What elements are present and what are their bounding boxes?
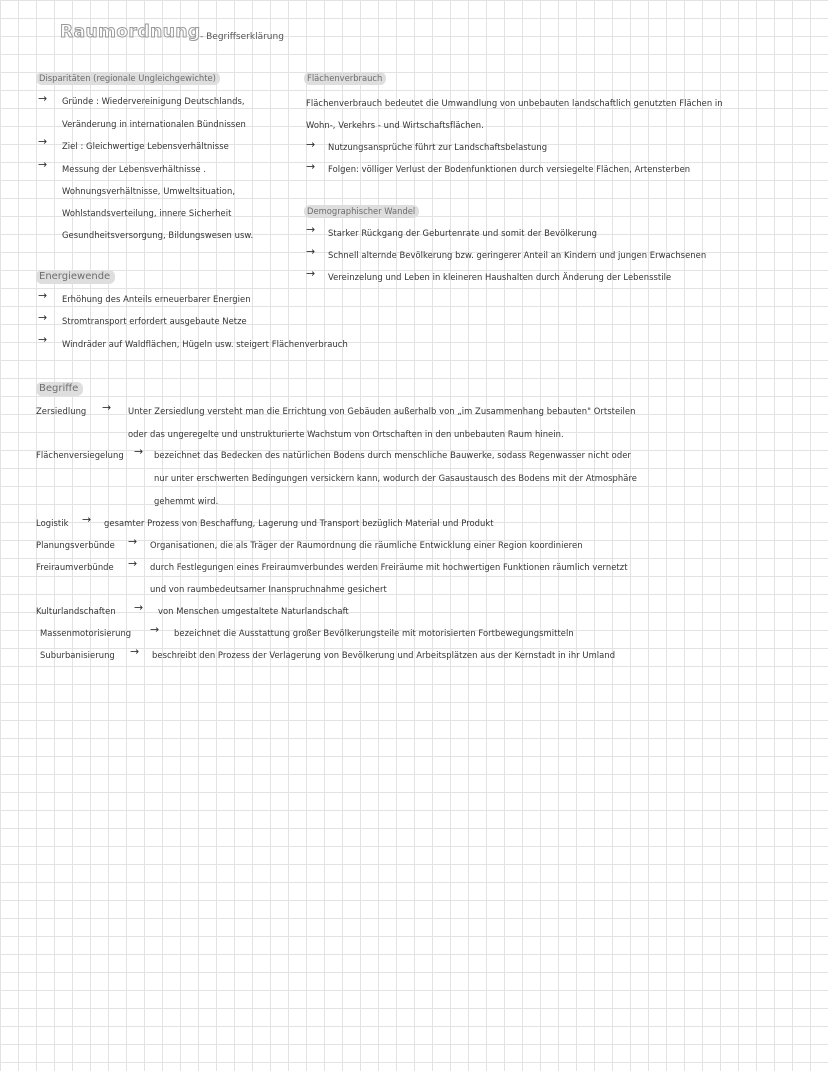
- definition-line: durch Festlegungen eines Freiraumverbundes werden Freiräume mit hochwertigen Funktionen räumlich vernetzt: [150, 562, 628, 572]
- arrow-icon: →: [128, 557, 138, 570]
- arrow-icon: →: [134, 601, 144, 614]
- term-freiraumverbuende: Freiraumverbünde: [36, 562, 114, 572]
- definition-line: Organisationen, die als Träger der Raumordnung die räumliche Entwicklung einer Region koordinieren: [150, 540, 583, 550]
- arrow-icon: →: [38, 158, 48, 171]
- disparitaeten-line: Wohnungsverhältnisse, Umweltsituation,: [62, 186, 236, 196]
- flaechenverbrauch-line: Flächenverbrauch bedeutet die Umwandlung von unbebauten landschaftlich genutzten Flächen in: [306, 98, 723, 108]
- term-kulturlandschaften: Kulturlandschaften: [36, 606, 116, 616]
- definition-line: nur unter erschwerten Bedingungen versickern kann, wodurch der Gasaustausch des Bodens mit der Atmosphäre: [154, 473, 637, 483]
- demographie-line: Vereinzelung und Leben in kleineren Haushalten durch Änderung der Lebensstile: [328, 272, 672, 282]
- demographie-line: Schnell alternde Bevölkerung bzw. geringerer Anteil an Kindern und jungen Erwachsenen: [328, 250, 707, 260]
- arrow-icon: →: [306, 267, 316, 280]
- definition-line: oder das ungeregelte und unstrukturierte Wachstum von Ortschaften in den unbebauten Raum hinein.: [128, 429, 564, 439]
- energiewende-line: Stromtransport erfordert ausgebaute Netze: [62, 316, 247, 326]
- definition-line: beschreibt den Prozess der Verlagerung von Bevölkerung und Arbeitsplätzen aus der Kernstadt in ihr Umland: [152, 650, 616, 660]
- arrow-icon: →: [38, 92, 48, 105]
- term-flaechenversiegelung: Flächenversiegelung: [36, 450, 124, 460]
- term-zersiedlung: Zersiedlung: [36, 406, 87, 416]
- flaechenverbrauch-heading: Flächenverbrauch: [304, 72, 386, 85]
- disparitaeten-line: Gesundheitsversorgung, Bildungswesen usw.: [62, 230, 254, 240]
- demographie-heading: Demographischer Wandel: [304, 205, 419, 218]
- definition-line: und von raumbedeutsamer Inanspruchnahme gesichert: [150, 584, 387, 594]
- arrow-icon: →: [134, 445, 144, 458]
- arrow-icon: →: [306, 245, 316, 258]
- arrow-icon: →: [130, 645, 140, 658]
- term-planungsverbuende: Planungsverbünde: [36, 540, 115, 550]
- demographie-line: Starker Rückgang der Geburtenrate und somit der Bevölkerung: [328, 228, 598, 238]
- definition-line: Unter Zersiedlung versteht man die Errichtung von Gebäuden außerhalb von „im Zusammenhang bebauten" Ortsteilen: [128, 406, 636, 416]
- arrow-icon: →: [128, 535, 138, 548]
- term-massenmotorisierung: Massenmotorisierung: [40, 628, 132, 638]
- energiewende-heading: Energiewende: [36, 270, 115, 284]
- arrow-icon: →: [150, 623, 160, 636]
- disparitaeten-line: Ziel : Gleichwertige Lebensverhältnisse: [62, 141, 229, 151]
- flaechenverbrauch-line: Folgen: völliger Verlust der Bodenfunktionen durch versiegelte Flächen, Artensterben: [328, 164, 691, 174]
- arrow-icon: →: [102, 401, 112, 414]
- definition-line: bezeichnet die Ausstattung großer Bevölkerungsteile mit motorisierten Fortbewegungsmitteln: [174, 628, 574, 638]
- arrow-icon: →: [38, 333, 48, 346]
- page-subtitle: - Begriffserklärung: [200, 32, 284, 42]
- term-logistik: Logistik: [36, 518, 69, 528]
- arrow-icon: →: [38, 135, 48, 148]
- definition-line: von Menschen umgestaltete Naturlandschaft: [158, 606, 349, 616]
- definition-line: gesamter Prozess von Beschaffung, Lagerung und Transport bezüglich Material und Produkt: [104, 518, 494, 528]
- term-suburbanisierung: Suburbanisierung: [40, 650, 115, 660]
- arrow-icon: →: [82, 513, 92, 526]
- definition-line: bezeichnet das Bedecken des natürlichen Bodens durch menschliche Bauwerke, sodass Regenwasser nicht oder: [154, 450, 631, 460]
- energiewende-line: Windräder auf Waldflächen, Hügeln usw. steigert Flächenverbrauch: [62, 339, 348, 349]
- arrow-icon: →: [38, 289, 48, 302]
- arrow-icon: →: [306, 223, 316, 236]
- arrow-icon: →: [306, 138, 316, 151]
- disparitaeten-heading: Disparitäten (regionale Ungleichgewichte): [36, 72, 220, 85]
- arrow-icon: →: [306, 160, 316, 173]
- flaechenverbrauch-line: Wohn-, Verkehrs - und Wirtschaftsflächen.: [306, 120, 484, 130]
- arrow-icon: →: [38, 311, 48, 324]
- disparitaeten-line: Wohlstandsverteilung, innere Sicherheit: [62, 208, 232, 218]
- disparitaeten-line: Messung der Lebensverhältnisse .: [62, 164, 206, 174]
- flaechenverbrauch-line: Nutzungsansprüche führt zur Landschaftsbelastung: [328, 142, 548, 152]
- begriffe-heading: Begriffe: [36, 382, 83, 396]
- disparitaeten-line: Veränderung in internationalen Bündnissen: [62, 119, 246, 129]
- energiewende-line: Erhöhung des Anteils erneuerbarer Energien: [62, 294, 251, 304]
- definition-line: gehemmt wird.: [154, 496, 219, 506]
- page-title: Raumordnung: [60, 22, 201, 42]
- disparitaeten-line: Gründe : Wiedervereinigung Deutschlands,: [62, 96, 245, 106]
